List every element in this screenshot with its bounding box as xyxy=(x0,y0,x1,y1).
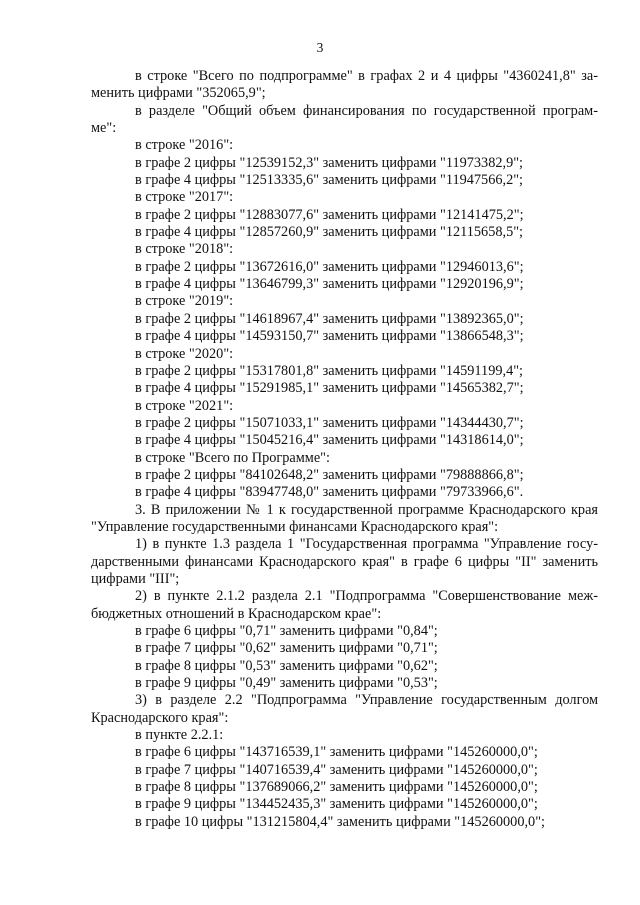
text-line: в графе 2 цифры "84102648,2" заменить цифрами "79888866,8"; xyxy=(135,466,524,483)
text-line: в строке "2020": xyxy=(135,345,234,362)
text-line: в графе 8 цифры "0,53" заменить цифрами "0,62"; xyxy=(135,657,438,674)
text-line: в графе 8 цифры "137689066,2" заменить цифрами "145260000,0"; xyxy=(135,779,538,796)
text-line: в графе 2 цифры "13672616,0" заменить цифрами "12946013,6"; xyxy=(135,258,524,275)
text-line: в графе 4 цифры "12857260,9" заменить цифрами "12115658,5"; xyxy=(135,224,524,241)
text-line: в графе 7 цифры "140716539,4" заменить цифрами "145260000,0"; xyxy=(135,761,538,778)
text-line: Краснодарского края": xyxy=(91,709,229,726)
text-line: в графе 6 цифры "143716539,1" заменить цифрами "145260000,0"; xyxy=(135,744,538,761)
text-line: ме": xyxy=(91,120,117,137)
text-line: в графе 2 цифры "15071033,1" заменить цифрами "14344430,7"; xyxy=(135,414,524,431)
text-line: в строке "2016": xyxy=(135,137,234,154)
text-line: в графе 10 цифры "131215804,4" заменить цифрами "145260000,0"; xyxy=(135,813,546,830)
text-line: в графе 9 цифры "134452435,3" заменить цифрами "145260000,0"; xyxy=(135,796,538,813)
text-line: 3) в разделе 2.2 "Подпрограмма "Управление государственным долгом xyxy=(135,692,598,709)
text-line: дарственными финансами Краснодарского края" в графе 6 цифры "II" заменить xyxy=(91,553,598,570)
page-number: 3 xyxy=(316,40,324,55)
text-line: бюджетных отношений в Краснодарском крае": xyxy=(91,605,382,622)
text-line: в строке "2021": xyxy=(135,397,234,414)
text-line: в графе 4 цифры "13646799,3" заменить цифрами "12920196,9"; xyxy=(135,276,524,293)
text-line: в графе 6 цифры "0,71" заменить цифрами "0,84"; xyxy=(135,623,438,639)
text-line: цифрами "III"; xyxy=(91,570,180,587)
text-line: в строке "Всего по Программе": xyxy=(135,449,330,466)
text-line: в графе 2 цифры "14618967,4" заменить цифрами "13892365,0"; xyxy=(135,310,524,327)
text-line: в строке "2018": xyxy=(135,241,234,258)
text-line: в графе 4 цифры "15045216,4" заменить цифрами "14318614,0"; xyxy=(135,432,524,449)
text-line: в графе 4 цифры "14593150,7" заменить цифрами "13866548,3"; xyxy=(135,328,524,345)
text-line: в строке "2017": xyxy=(135,189,234,206)
text-line: менить цифрами "352065,9"; xyxy=(91,85,266,102)
text-line: в строке "Всего по подпрограмме" в графах 2 и 4 цифры "4360241,8" за- xyxy=(135,68,598,84)
document-body xyxy=(91,68,598,831)
text-line: в графе 2 цифры "15317801,8" заменить цифрами "14591199,4"; xyxy=(135,362,524,379)
text-line: в графе 4 цифры "12513335,6" заменить цифрами "11947566,2"; xyxy=(135,172,524,189)
text-line: "Управление государственными финансами Краснодарского края": xyxy=(91,518,499,535)
text-line: в пункте 2.2.1: xyxy=(135,727,224,744)
text-line: в строке "2019": xyxy=(135,293,234,310)
text-line: 3. В приложении № 1 к государственной программе Краснодарского края xyxy=(135,501,598,518)
text-line: в графе 7 цифры "0,62" заменить цифрами "0,71"; xyxy=(135,640,438,657)
text-line: в графе 9 цифры "0,49" заменить цифрами "0,53"; xyxy=(135,675,438,692)
text-line: в графе 4 цифры "15291985,1" заменить цифрами "14565382,7"; xyxy=(135,380,524,397)
text-line: в графе 2 цифры "12539152,3" заменить цифрами "11973382,9"; xyxy=(135,154,524,171)
text-line: в графе 4 цифры "83947748,0" заменить цифрами "79733966,6". xyxy=(135,484,524,501)
text-line: 1) в пункте 1.3 раздела 1 "Государственная программа "Управление госу- xyxy=(135,536,598,553)
text-line: в графе 2 цифры "12883077,6" заменить цифрами "12141475,2"; xyxy=(135,206,524,223)
text-line: 2) в пункте 2.1.2 раздела 2.1 "Подпрограмма "Совершенствование меж- xyxy=(135,588,598,605)
text-line: в разделе "Общий объем финансирования по государственной програм- xyxy=(135,102,598,119)
